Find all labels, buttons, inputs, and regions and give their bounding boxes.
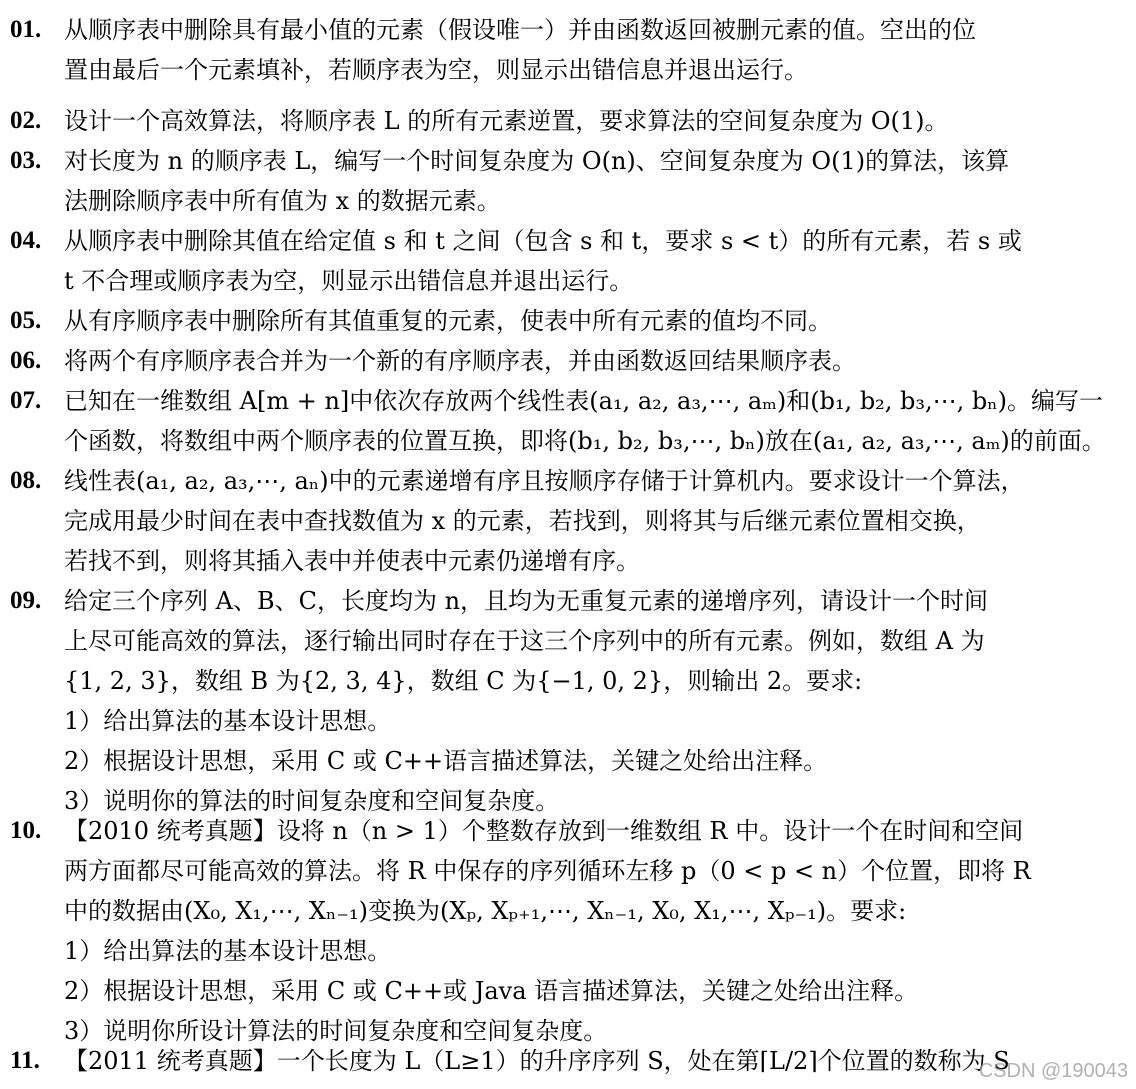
exercise-number: 09. bbox=[10, 587, 42, 614]
exercise-number: 01. bbox=[10, 16, 42, 43]
exercise-text-line: 置由最后一个元素填补，若顺序表为空，则显示出错信息并退出运行。 bbox=[64, 56, 808, 84]
exercise-text-line: 两方面都尽可能高效的算法。将 R 中保存的序列循环左移 p（0 < p < n）个位置，即将 R bbox=[64, 857, 1031, 885]
exercise-item bbox=[0, 221, 1136, 301]
exercise-text-line: 线性表(a₁, a₂, a₃,⋯, aₙ)中的元素递增有序且按顺序存储于计算机内。要求设计一个算法， bbox=[64, 467, 1025, 495]
exercise-item bbox=[0, 581, 1136, 821]
exercise-text-line: 2）根据设计思想，采用 C 或 C++语言描述算法，关键之处给出注释。 bbox=[64, 747, 828, 775]
exercise-number: 06. bbox=[10, 347, 42, 374]
exercise-item bbox=[0, 341, 1136, 381]
exercise-item bbox=[0, 811, 1136, 1051]
watermark: CSDN @190043 bbox=[978, 1060, 1128, 1082]
exercise-text-line: 法删除顺序表中所有值为 x 的数据元素。 bbox=[64, 187, 501, 215]
exercise-number: 04. bbox=[10, 227, 42, 254]
exercise-text-line: 3）说明你的算法的时间复杂度和空间复杂度。 bbox=[64, 787, 560, 815]
exercise-item bbox=[0, 141, 1136, 221]
exercise-item bbox=[0, 101, 1136, 141]
exercise-number: 11. bbox=[10, 1047, 40, 1074]
exercise-item bbox=[0, 1041, 1136, 1081]
exercise-text-line: 从有序顺序表中删除所有其值重复的元素，使表中所有元素的值均不同。 bbox=[64, 307, 832, 335]
exercise-text-line: 【2010 统考真题】设将 n（n > 1）个整数存放到一维数组 R 中。设计一个在时间和空间 bbox=[64, 817, 1024, 845]
exercise-item bbox=[0, 10, 1136, 90]
exercise-number: 08. bbox=[10, 467, 42, 494]
exercise-number: 03. bbox=[10, 147, 42, 174]
exercise-text-line: 对长度为 n 的顺序表 L，编写一个时间复杂度为 O(n)、空间复杂度为 O(1)的算法，该算 bbox=[64, 147, 1010, 175]
exercise-text-line: 若找不到，则将其插入表中并使表中元素仍递增有序。 bbox=[64, 547, 640, 575]
exercise-text-line: 个函数，将数组中两个顺序表的位置互换，即将(b₁, b₂, b₃,⋯, bₙ)放在(a₁, a₂, a₃,⋯, aₘ)的前面。 bbox=[64, 427, 1106, 455]
exercise-number: 07. bbox=[10, 387, 42, 414]
exercise-text-line: 将两个有序顺序表合并为一个新的有序顺序表，并由函数返回结果顺序表。 bbox=[64, 347, 856, 375]
exercise-text-line: 从顺序表中删除其值在给定值 s 和 t 之间（包含 s 和 t，要求 s < t）的所有元素，若 s 或 bbox=[64, 227, 1022, 255]
exercise-number: 05. bbox=[10, 307, 42, 334]
exercise-text-line: 【2011 统考真题】一个长度为 L（L≥1）的升序序列 S，处在第⌈L/2⌉个位置的数称为 S bbox=[64, 1047, 1010, 1075]
exercise-text-line: 从顺序表中删除具有最小值的元素（假设唯一）并由函数返回被删元素的值。空出的位 bbox=[64, 16, 976, 44]
exercise-text-line: t 不合理或顺序表为空，则显示出错信息并退出运行。 bbox=[64, 267, 634, 295]
exercise-text-line: 2）根据设计思想，采用 C 或 C++或 Java 语言描述算法，关键之处给出注释。 bbox=[64, 977, 919, 1005]
exercise-number: 10. bbox=[10, 817, 42, 844]
exercise-text-line: 给定三个序列 A、B、C，长度均为 n，且均为无重复元素的递增序列，请设计一个时间 bbox=[64, 587, 989, 615]
exercise-text-line: 1）给出算法的基本设计思想。 bbox=[64, 937, 392, 965]
exercise-item bbox=[0, 461, 1136, 581]
exercise-text-line: 上尽可能高效的算法，逐行输出同时存在于这三个序列中的所有元素。例如，数组 A 为 bbox=[64, 627, 985, 655]
exercise-text-line: 1）给出算法的基本设计思想。 bbox=[64, 707, 392, 735]
exercise-item bbox=[0, 381, 1136, 461]
exercise-item bbox=[0, 301, 1136, 341]
exercise-text-line: 3）说明你所设计算法的时间复杂度和空间复杂度。 bbox=[64, 1017, 608, 1045]
exercise-number: 02. bbox=[10, 107, 42, 134]
exercise-text-line: 中的数据由(X₀, X₁,⋯, Xₙ₋₁)变换为(Xₚ, Xₚ₊₁,⋯, Xₙ₋₁, X₀, X₁,⋯, Xₚ₋₁)。要求: bbox=[64, 897, 907, 925]
exercise-text-line: 设计一个高效算法，将顺序表 L 的所有元素逆置，要求算法的空间复杂度为 O(1)。 bbox=[64, 107, 949, 135]
exercise-text-line: 已知在一维数组 A[m + n]中依次存放两个线性表(a₁, a₂, a₃,⋯, aₘ)和(b₁, b₂, b₃,⋯, bₙ)。编写一 bbox=[64, 387, 1104, 415]
exercise-text-line: {1, 2, 3}，数组 B 为{2, 3, 4}，数组 C 为{−1, 0, 2}，则输出 2。要求: bbox=[64, 667, 863, 695]
exercise-text-line: 完成用最少时间在表中查找数值为 x 的元素，若找到，则将其与后继元素位置相交换， bbox=[64, 507, 981, 535]
